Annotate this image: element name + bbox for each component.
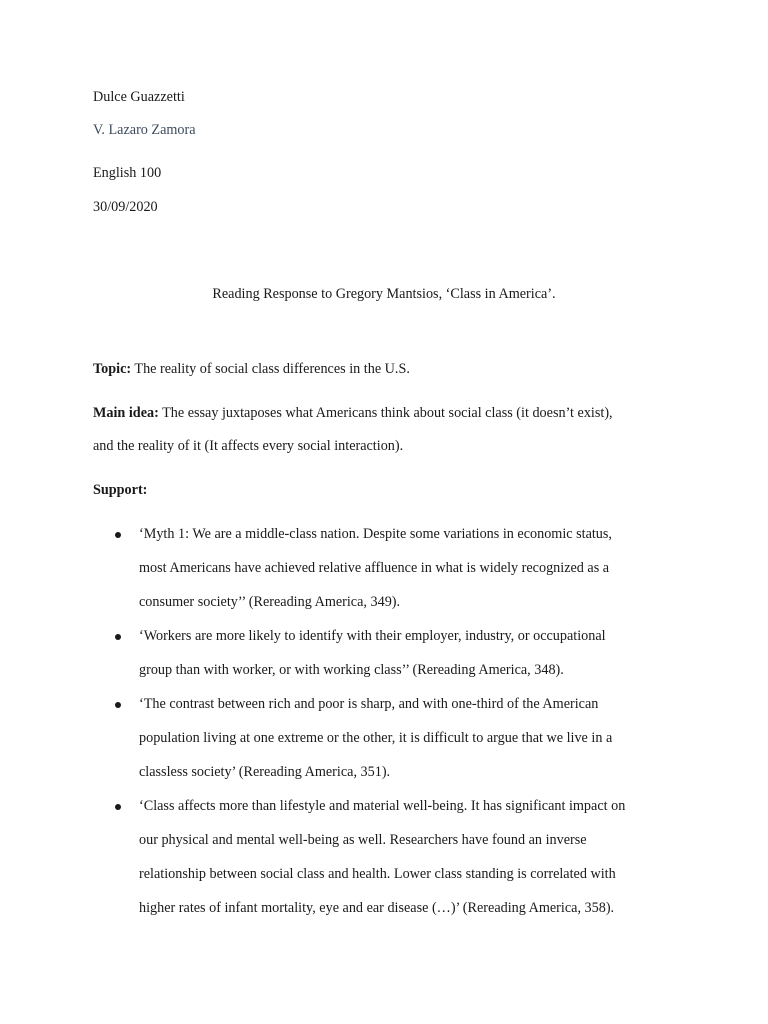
- support-label: Support:: [93, 482, 148, 498]
- topic-line: [93, 360, 410, 378]
- essay-title: Reading Response to Gregory Mantsios, ‘Class in America’.: [212, 286, 556, 302]
- topic-text: The reality of social class differences in the U.S.: [131, 361, 410, 377]
- support-item-2-line-1: ‘Workers are more likely to identify with their employer, industry, or occupational: [139, 628, 606, 644]
- main-idea-label: Main idea:: [93, 405, 159, 421]
- support-item-1-line-2: most Americans have achieved relative affluence in what is widely recognized as a: [139, 560, 610, 576]
- main-idea-text: The essay juxtaposes what Americans think about social class (it doesn’t exist),: [158, 405, 613, 421]
- main-idea-line-2: and the reality of it (It affects every social interaction).: [93, 438, 404, 454]
- support-item-3-line-2: population living at one extreme or the other, it is difficult to argue that we live in a: [139, 730, 613, 746]
- student-name: Dulce Guazzetti: [93, 89, 185, 105]
- bullet-icon: [115, 634, 121, 640]
- support-item-1-line-3: consumer society’’ (Rereading America, 349).: [139, 594, 401, 610]
- support-item-3-line-1: ‘The contrast between rich and poor is sharp, and with one-third of the American: [139, 696, 599, 712]
- support-item-4-line-3: relationship between social class and health. Lower class standing is correlated with: [139, 866, 616, 882]
- bullet-icon: [115, 532, 121, 538]
- support-item-4-line-1: ‘Class affects more than lifestyle and material well-being. It has significant impact on: [139, 798, 626, 814]
- support-heading: [93, 481, 147, 499]
- support-item-4-line-2: our physical and mental well-being as well. Researchers have found an inverse: [139, 832, 587, 848]
- support-item-2-line-2: group than with worker, or with working class’’ (Rereading America, 348).: [139, 662, 564, 678]
- support-item-4-line-4: higher rates of infant mortality, eye and ear disease (…)’ (Rereading America, 358).: [139, 900, 615, 916]
- bullet-icon: [115, 804, 121, 810]
- topic-label: Topic:: [93, 361, 132, 377]
- date: 30/09/2020: [93, 199, 158, 215]
- instructor-name: V. Lazaro Zamora: [93, 122, 196, 138]
- main-idea-line-1: [93, 404, 613, 422]
- bullet-icon: [115, 702, 121, 708]
- support-item-1-line-1: ‘Myth 1: We are a middle-class nation. Despite some variations in economic status,: [139, 526, 612, 542]
- support-item-3-line-3: classless society’ (Rereading America, 351).: [139, 764, 391, 780]
- course-name: English 100: [93, 165, 162, 181]
